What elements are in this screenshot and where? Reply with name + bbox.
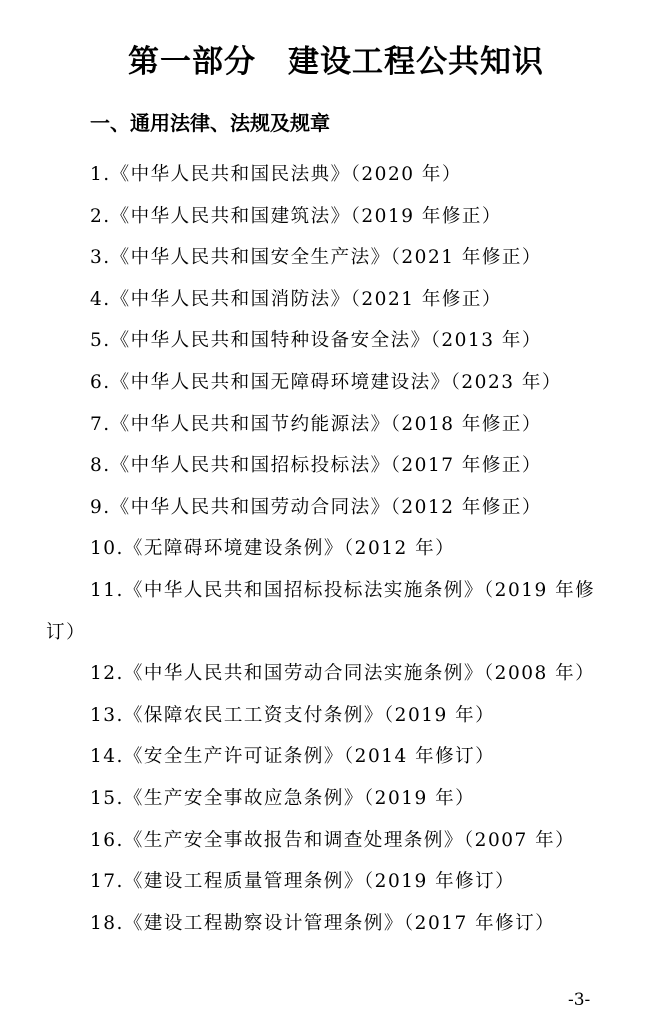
list-item: 7.《中华人民共和国节约能源法》（2018 年修正） [90, 413, 542, 435]
list-item: 18.《建设工程勘察设计管理条例》（2017 年修订） [90, 912, 556, 934]
list-item: 16.《生产安全事故报告和调查处理条例》（2007 年） [90, 829, 576, 851]
list-item: 2.《中华人民共和国建筑法》（2019 年修正） [90, 205, 502, 227]
list-item: 6.《中华人民共和国无障碍环境建设法》（2023 年） [90, 371, 562, 393]
page-number: -3- [568, 990, 591, 1010]
list-item: 15.《生产安全事故应急条例》（2019 年） [90, 787, 476, 809]
list-item: 8.《中华人民共和国招标投标法》（2017 年修正） [90, 455, 542, 477]
list-item: 4.《中华人民共和国消防法》（2021 年修正） [90, 288, 502, 310]
list-item: 13.《保障农民工工资支付条例》（2019 年） [90, 704, 496, 726]
law-list [46, 154, 618, 944]
list-item: 10.《无障碍环境建设条例》（2012 年） [90, 538, 456, 560]
list-item: 5.《中华人民共和国特种设备安全法》（2013 年） [90, 330, 542, 352]
list-item: 9.《中华人民共和国劳动合同法》（2012 年修正） [90, 496, 542, 518]
list-item: 11.《中华人民共和国招标投标法实施条例》（2019 年修订） [46, 579, 596, 643]
list-item: 17.《建设工程质量管理条例》（2019 年修订） [90, 871, 516, 893]
page-title: 第一部分 建设工程公共知识 [128, 44, 544, 80]
list-item: 3.《中华人民共和国安全生产法》（2021 年修正） [90, 247, 542, 269]
section-heading: 一、通用法律、法规及规章 [90, 111, 330, 135]
list-item: 1.《中华人民共和国民法典》（2020 年） [90, 164, 462, 185]
list-item: 14.《安全生产许可证条例》（2014 年修订） [90, 746, 496, 768]
list-item: 12.《中华人民共和国劳动合同法实施条例》（2008 年） [90, 663, 596, 685]
